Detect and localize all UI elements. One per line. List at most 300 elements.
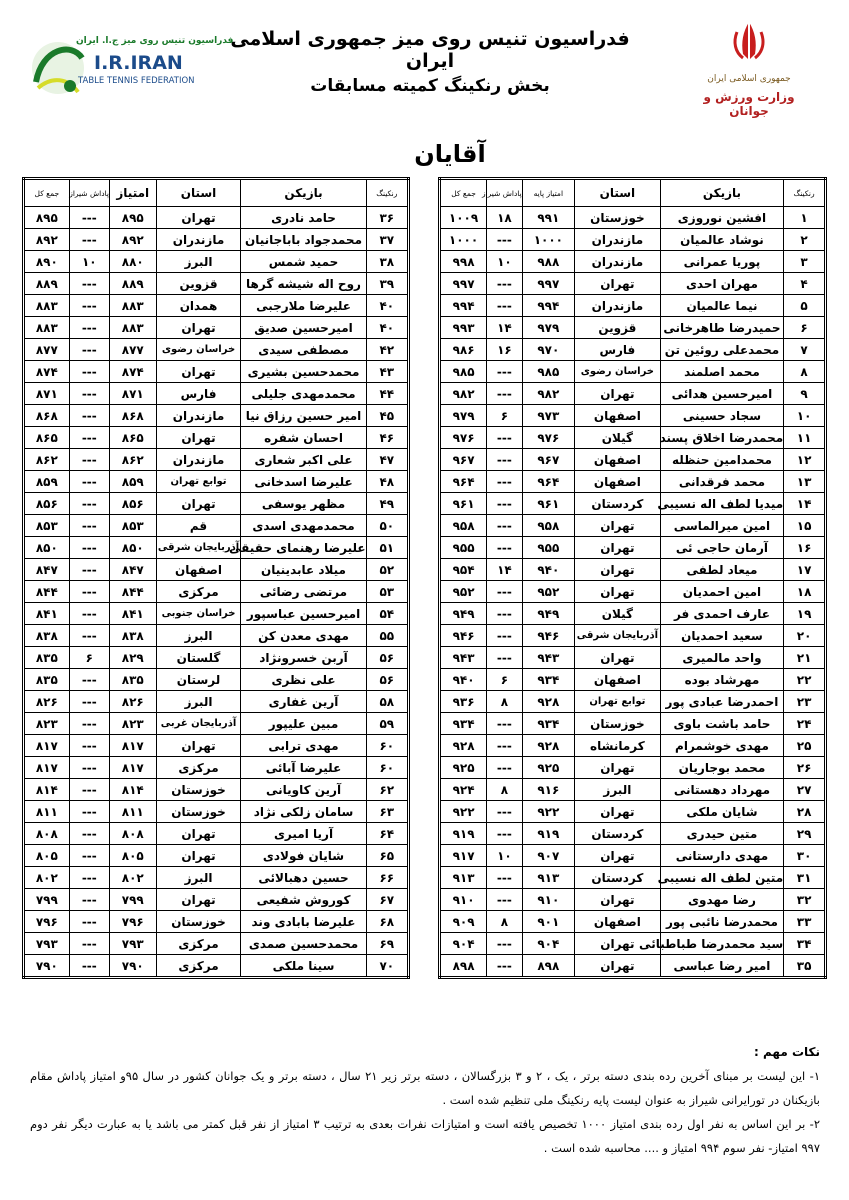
rank-cell: ۴۰ bbox=[366, 295, 408, 317]
rank-cell: ۶ bbox=[784, 317, 826, 339]
table-row bbox=[24, 251, 409, 273]
player-name-cell: محمدجواد باباجانیان bbox=[241, 229, 366, 251]
total-cell: ۸۶۸ bbox=[24, 405, 70, 427]
province-cell: قم bbox=[156, 515, 241, 537]
player-name-cell: علیرضا بابادی وند bbox=[241, 911, 366, 933]
province-cell: اصفهان bbox=[574, 449, 660, 471]
rank-cell: ۵۰ bbox=[366, 515, 408, 537]
player-name-cell: مظهر یوسفی bbox=[241, 493, 366, 515]
total-cell: ۹۸۵ bbox=[440, 361, 487, 383]
player-name-cell: علیرضا ملارجبی bbox=[241, 295, 366, 317]
total-cell: ۸۸۹ bbox=[24, 273, 70, 295]
province-cell: تهران bbox=[156, 207, 241, 229]
rank-cell: ۴۳ bbox=[366, 361, 408, 383]
bonus-cell: --- bbox=[487, 889, 523, 911]
points-cell: ۹۷۹ bbox=[522, 317, 574, 339]
rank-cell: ۴ bbox=[784, 273, 826, 295]
player-name-cell: سجاد حسینی bbox=[660, 405, 783, 427]
table-row bbox=[440, 361, 826, 383]
points-cell: ۹۵۲ bbox=[522, 581, 574, 603]
table-row bbox=[24, 735, 409, 757]
total-cell: ۸۲۶ bbox=[24, 691, 70, 713]
province-cell: تهران bbox=[574, 559, 660, 581]
points-cell: ۹۰۴ bbox=[522, 933, 574, 955]
bonus-cell: --- bbox=[487, 625, 523, 647]
province-cell: تهران bbox=[156, 317, 241, 339]
total-cell: ۸۴۱ bbox=[24, 603, 70, 625]
player-name-cell: آرین کاویانی bbox=[241, 779, 366, 801]
table-row bbox=[440, 273, 826, 295]
bonus-cell: --- bbox=[487, 537, 523, 559]
table-row bbox=[440, 757, 826, 779]
bonus-cell: --- bbox=[69, 537, 109, 559]
points-cell: ۸۴۱ bbox=[109, 603, 156, 625]
province-cell: تهران bbox=[156, 823, 241, 845]
player-name-cell: امیرحسین عباسپور bbox=[241, 603, 366, 625]
table-header-row bbox=[24, 179, 409, 207]
total-cell: ۸۳۵ bbox=[24, 669, 70, 691]
province-cell: مازندران bbox=[156, 229, 241, 251]
rank-cell: ۹ bbox=[784, 383, 826, 405]
province-cell: لرستان bbox=[156, 669, 241, 691]
province-cell: مازندران bbox=[156, 449, 241, 471]
province-cell: مازندران bbox=[574, 251, 660, 273]
province-cell: البرز bbox=[156, 625, 241, 647]
points-cell: ۹۶۷ bbox=[522, 449, 574, 471]
rank-cell: ۵۳ bbox=[366, 581, 408, 603]
points-cell: ۸۸۳ bbox=[109, 317, 156, 339]
total-cell: ۷۹۰ bbox=[24, 955, 70, 978]
bonus-cell: ۸ bbox=[487, 911, 523, 933]
bonus-cell: --- bbox=[487, 581, 523, 603]
bonus-cell: ۱۰ bbox=[487, 251, 523, 273]
table-row bbox=[440, 779, 826, 801]
bonus-cell: ۸ bbox=[487, 779, 523, 801]
bonus-cell: --- bbox=[69, 625, 109, 647]
table-row bbox=[24, 207, 409, 229]
province-cell: قزوین bbox=[574, 317, 660, 339]
page-header bbox=[0, 0, 849, 130]
bonus-cell: --- bbox=[69, 559, 109, 581]
player-name-cell: مصطفی سیدی bbox=[241, 339, 366, 361]
bonus-cell: --- bbox=[487, 427, 523, 449]
total-cell: ۸۵۳ bbox=[24, 515, 70, 537]
province-cell: توابع تهران bbox=[574, 691, 660, 713]
col-player: بازیکن bbox=[241, 179, 366, 207]
player-name-cell: آرمان حاجی ئی bbox=[660, 537, 783, 559]
col-rank: رنکینگ bbox=[784, 179, 826, 207]
player-name-cell: مرتضی رضائی bbox=[241, 581, 366, 603]
bonus-cell: --- bbox=[69, 845, 109, 867]
total-cell: ۸۳۵ bbox=[24, 647, 70, 669]
bonus-cell: --- bbox=[69, 405, 109, 427]
province-cell: توابع تهران bbox=[156, 471, 241, 493]
total-cell: ۹۱۳ bbox=[440, 867, 487, 889]
player-name-cell: محمدمهدی جلیلی bbox=[241, 383, 366, 405]
table-row bbox=[24, 845, 409, 867]
table-row bbox=[440, 229, 826, 251]
rank-cell: ۵۵ bbox=[366, 625, 408, 647]
total-cell: ۸۴۷ bbox=[24, 559, 70, 581]
province-cell: مرکزی bbox=[156, 933, 241, 955]
player-name-cell: علیرضا رهنمای حقیقی bbox=[241, 537, 366, 559]
table-row bbox=[24, 427, 409, 449]
rank-cell: ۳۳ bbox=[784, 911, 826, 933]
total-cell: ۹۹۴ bbox=[440, 295, 487, 317]
province-cell: خوزستان bbox=[156, 801, 241, 823]
points-cell: ۹۴۹ bbox=[522, 603, 574, 625]
rank-cell: ۲۵ bbox=[784, 735, 826, 757]
points-cell: ۸۰۸ bbox=[109, 823, 156, 845]
table-row bbox=[440, 691, 826, 713]
points-cell: ۹۰۱ bbox=[522, 911, 574, 933]
bonus-cell: --- bbox=[487, 867, 523, 889]
points-cell: ۹۴۶ bbox=[522, 625, 574, 647]
province-cell: قزوین bbox=[156, 273, 241, 295]
points-cell: ۸۵۶ bbox=[109, 493, 156, 515]
table-row bbox=[440, 713, 826, 735]
rank-cell: ۶۶ bbox=[366, 867, 408, 889]
province-cell: تهران bbox=[574, 801, 660, 823]
bonus-cell: --- bbox=[487, 383, 523, 405]
table-row bbox=[440, 603, 826, 625]
player-name-cell: احسان شفره bbox=[241, 427, 366, 449]
player-name-cell: نیما عالمیان bbox=[660, 295, 783, 317]
player-name-cell: علیرضا آبائی bbox=[241, 757, 366, 779]
total-cell: ۸۵۹ bbox=[24, 471, 70, 493]
province-cell: تهران bbox=[156, 735, 241, 757]
points-cell: ۸۱۱ bbox=[109, 801, 156, 823]
table-row bbox=[24, 647, 409, 669]
player-name-cell: محمدعلی روئین تن bbox=[660, 339, 783, 361]
points-cell: ۹۱۶ bbox=[522, 779, 574, 801]
table-row bbox=[440, 625, 826, 647]
table-tennis-logo-icon bbox=[28, 38, 88, 100]
table-row bbox=[24, 537, 409, 559]
table-row bbox=[24, 867, 409, 889]
player-name-cell: محمد بوجاریان bbox=[660, 757, 783, 779]
table-row bbox=[440, 559, 826, 581]
col-total: جمع کل bbox=[440, 179, 487, 207]
points-cell: ۸۱۷ bbox=[109, 757, 156, 779]
rank-cell: ۲۱ bbox=[784, 647, 826, 669]
total-cell: ۸۷۷ bbox=[24, 339, 70, 361]
department-title: بخش رنکینگ کمیته مسابقات bbox=[310, 76, 550, 96]
table-row bbox=[24, 229, 409, 251]
total-cell: ۸۸۳ bbox=[24, 295, 70, 317]
bonus-cell: --- bbox=[69, 757, 109, 779]
table-row bbox=[440, 537, 826, 559]
table-row bbox=[440, 383, 826, 405]
total-cell: ۹۱۰ bbox=[440, 889, 487, 911]
total-cell: ۹۲۸ bbox=[440, 735, 487, 757]
points-cell: ۸۴۴ bbox=[109, 581, 156, 603]
province-cell: تهران bbox=[574, 581, 660, 603]
points-cell: ۸۷۱ bbox=[109, 383, 156, 405]
rank-cell: ۳۲ bbox=[784, 889, 826, 911]
province-cell: اصفهان bbox=[574, 405, 660, 427]
total-cell: ۱۰۰۹ bbox=[440, 207, 487, 229]
province-cell: گلستان bbox=[156, 647, 241, 669]
total-cell: ۷۹۹ bbox=[24, 889, 70, 911]
player-name-cell: علی اکبر شعاری bbox=[241, 449, 366, 471]
province-cell: تهران bbox=[574, 845, 660, 867]
table-row bbox=[440, 955, 826, 978]
total-cell: ۹۵۴ bbox=[440, 559, 487, 581]
bonus-cell: --- bbox=[487, 713, 523, 735]
player-name-cell: حامد نادری bbox=[241, 207, 366, 229]
ranking-table-left bbox=[22, 177, 410, 979]
player-name-cell: متین لطف اله نسیبی bbox=[660, 867, 783, 889]
col-shiraz-bonus: پاداش شیراز bbox=[487, 179, 523, 207]
points-cell: ۸۱۷ bbox=[109, 735, 156, 757]
province-cell: اصفهان bbox=[574, 669, 660, 691]
player-name-cell: کوروش شفیعی bbox=[241, 889, 366, 911]
points-cell: ۹۹۷ bbox=[522, 273, 574, 295]
table-row bbox=[24, 317, 409, 339]
points-cell: ۹۴۳ bbox=[522, 647, 574, 669]
table-row bbox=[24, 933, 409, 955]
rank-cell: ۱ bbox=[784, 207, 826, 229]
province-cell: خراسان رضوی bbox=[156, 339, 241, 361]
player-name-cell: آریا امیری bbox=[241, 823, 366, 845]
province-cell: کردستان bbox=[574, 493, 660, 515]
rank-cell: ۶۸ bbox=[366, 911, 408, 933]
province-cell: البرز bbox=[156, 691, 241, 713]
table-row bbox=[24, 383, 409, 405]
total-cell: ۸۲۳ bbox=[24, 713, 70, 735]
rank-cell: ۴۴ bbox=[366, 383, 408, 405]
points-cell: ۸۷۷ bbox=[109, 339, 156, 361]
province-cell: مرکزی bbox=[156, 757, 241, 779]
table-row bbox=[440, 735, 826, 757]
rank-cell: ۱۳ bbox=[784, 471, 826, 493]
player-name-cell: محمدحسین بشیری bbox=[241, 361, 366, 383]
province-cell: کردستان bbox=[574, 823, 660, 845]
player-name-cell: علی نظری bbox=[241, 669, 366, 691]
rank-cell: ۵۴ bbox=[366, 603, 408, 625]
federation-name-fa: فدراسیون تنیس روی میز ج.ا. ایران bbox=[76, 36, 234, 46]
bonus-cell: --- bbox=[69, 581, 109, 603]
points-cell: ۹۲۵ bbox=[522, 757, 574, 779]
total-cell: ۹۶۱ bbox=[440, 493, 487, 515]
total-cell: ۹۸۶ bbox=[440, 339, 487, 361]
bonus-cell: --- bbox=[487, 449, 523, 471]
bonus-cell: --- bbox=[487, 493, 523, 515]
table-row bbox=[24, 471, 409, 493]
note-2: ۲- بر این اساس به نفر اول رده بندی امتیاز ۱۰۰۰ تخصیص یافته است و امتیازات نفرات بعدی به ترتیب ۳ امتیاز از نفر قبل کمتر می باشد یا به عبارت دیگر نفر دوم ۹۹۷ امتیاز- نفر سوم ۹۹۴ امتیاز و .... محاسبه شده است . bbox=[30, 1117, 820, 1155]
player-name-cell: حمیدرضا طاهرخانی bbox=[660, 317, 783, 339]
notes-section bbox=[30, 1040, 820, 1160]
points-cell: ۸۲۹ bbox=[109, 647, 156, 669]
col-base-points: امتیاز پایه bbox=[522, 179, 574, 207]
player-name-cell: متین حیدری bbox=[660, 823, 783, 845]
points-cell: ۷۹۹ bbox=[109, 889, 156, 911]
player-name-cell: حمید شمس bbox=[241, 251, 366, 273]
total-cell: ۸۰۲ bbox=[24, 867, 70, 889]
bonus-cell: --- bbox=[487, 361, 523, 383]
points-cell: ۹۰۷ bbox=[522, 845, 574, 867]
player-name-cell: سینا ملکی bbox=[241, 955, 366, 978]
rank-cell: ۴۵ bbox=[366, 405, 408, 427]
bonus-cell: --- bbox=[487, 229, 523, 251]
points-cell: ۹۸۵ bbox=[522, 361, 574, 383]
bonus-cell: --- bbox=[487, 515, 523, 537]
notes-heading: نکات مهم : bbox=[754, 1045, 820, 1059]
bonus-cell: --- bbox=[69, 295, 109, 317]
table-row bbox=[24, 581, 409, 603]
col-shiraz-bonus: پاداش شیراز bbox=[69, 179, 109, 207]
table-row bbox=[24, 669, 409, 691]
table-row bbox=[440, 317, 826, 339]
points-cell: ۱۰۰۰ bbox=[522, 229, 574, 251]
bonus-cell: --- bbox=[69, 471, 109, 493]
province-cell: اصفهان bbox=[574, 471, 660, 493]
rank-cell: ۳۱ bbox=[784, 867, 826, 889]
points-cell: ۸۴۷ bbox=[109, 559, 156, 581]
province-cell: آذربایجان شرقی bbox=[156, 537, 241, 559]
bonus-cell: --- bbox=[69, 207, 109, 229]
total-cell: ۸۸۳ bbox=[24, 317, 70, 339]
rank-cell: ۱۴ bbox=[784, 493, 826, 515]
total-cell: ۸۷۱ bbox=[24, 383, 70, 405]
player-name-cell: نوشاد عالمیان bbox=[660, 229, 783, 251]
player-name-cell: محمدمهدی اسدی bbox=[241, 515, 366, 537]
ministry-name: وزارت ورزش و جوانان bbox=[703, 90, 795, 118]
player-name-cell: محمد فرقدانی bbox=[660, 471, 783, 493]
table-row bbox=[440, 581, 826, 603]
federation-name-en: TABLE TENNIS FEDERATION bbox=[78, 76, 195, 86]
province-cell: گیلان bbox=[574, 427, 660, 449]
total-cell: ۹۲۲ bbox=[440, 801, 487, 823]
total-cell: ۹۵۸ bbox=[440, 515, 487, 537]
rank-cell: ۱۵ bbox=[784, 515, 826, 537]
total-cell: ۹۴۶ bbox=[440, 625, 487, 647]
bonus-cell: --- bbox=[69, 273, 109, 295]
points-cell: ۷۹۶ bbox=[109, 911, 156, 933]
total-cell: ۹۶۷ bbox=[440, 449, 487, 471]
player-name-cell: رضا مهدوی bbox=[660, 889, 783, 911]
total-cell: ۸۴۴ bbox=[24, 581, 70, 603]
rank-cell: ۷۰ bbox=[366, 955, 408, 978]
province-cell: تهران bbox=[156, 889, 241, 911]
table-row bbox=[24, 779, 409, 801]
total-cell: ۸۶۲ bbox=[24, 449, 70, 471]
bonus-cell: --- bbox=[487, 757, 523, 779]
total-cell: ۹۴۹ bbox=[440, 603, 487, 625]
table-row bbox=[440, 405, 826, 427]
rank-cell: ۵ bbox=[784, 295, 826, 317]
table-row bbox=[440, 449, 826, 471]
bonus-cell: --- bbox=[69, 691, 109, 713]
table-row bbox=[24, 273, 409, 295]
bonus-cell: --- bbox=[487, 647, 523, 669]
table-row bbox=[24, 361, 409, 383]
bonus-cell: --- bbox=[69, 339, 109, 361]
bonus-cell: --- bbox=[69, 449, 109, 471]
bonus-cell: --- bbox=[487, 471, 523, 493]
iran-emblem-icon bbox=[729, 18, 769, 68]
points-cell: ۸۰۵ bbox=[109, 845, 156, 867]
col-player: بازیکن bbox=[660, 179, 783, 207]
province-cell: تهران bbox=[156, 427, 241, 449]
bonus-cell: ۶ bbox=[69, 647, 109, 669]
points-cell: ۹۱۹ bbox=[522, 823, 574, 845]
total-cell: ۸۰۵ bbox=[24, 845, 70, 867]
total-cell: ۸۹۵ bbox=[24, 207, 70, 229]
province-cell: مرکزی bbox=[156, 581, 241, 603]
bonus-cell: --- bbox=[487, 603, 523, 625]
rank-cell: ۴۰ bbox=[366, 317, 408, 339]
province-cell: کردستان bbox=[574, 867, 660, 889]
points-cell: ۸۷۴ bbox=[109, 361, 156, 383]
points-cell: ۹۷۶ bbox=[522, 427, 574, 449]
player-name-cell: روح اله شیشه گرها bbox=[241, 273, 366, 295]
ranking-table-right bbox=[438, 177, 827, 979]
rank-cell: ۶۷ bbox=[366, 889, 408, 911]
points-cell: ۸۰۲ bbox=[109, 867, 156, 889]
player-name-cell: پوریا عمرانی bbox=[660, 251, 783, 273]
bonus-cell: ۱۶ bbox=[487, 339, 523, 361]
points-cell: ۸۹۲ bbox=[109, 229, 156, 251]
points-cell: ۸۶۵ bbox=[109, 427, 156, 449]
province-cell: تهران bbox=[574, 647, 660, 669]
bonus-cell: --- bbox=[487, 295, 523, 317]
bonus-cell: --- bbox=[69, 669, 109, 691]
player-name-cell: میلاد عابدینیان bbox=[241, 559, 366, 581]
total-cell: ۸۱۷ bbox=[24, 757, 70, 779]
rank-cell: ۵۸ bbox=[366, 691, 408, 713]
bonus-cell: --- bbox=[69, 603, 109, 625]
rank-cell: ۳۶ bbox=[366, 207, 408, 229]
player-name-cell: محمد اصلمند bbox=[660, 361, 783, 383]
bonus-cell: --- bbox=[487, 273, 523, 295]
bonus-cell: --- bbox=[487, 933, 523, 955]
total-cell: ۹۳۶ bbox=[440, 691, 487, 713]
rank-cell: ۳۰ bbox=[784, 845, 826, 867]
bonus-cell: --- bbox=[69, 779, 109, 801]
total-cell: ۹۴۰ bbox=[440, 669, 487, 691]
total-cell: ۸۷۴ bbox=[24, 361, 70, 383]
col-total: جمع کل bbox=[24, 179, 70, 207]
total-cell: ۹۳۴ bbox=[440, 713, 487, 735]
points-cell: ۸۲۳ bbox=[109, 713, 156, 735]
province-cell: مازندران bbox=[574, 229, 660, 251]
table-row bbox=[440, 207, 826, 229]
rank-cell: ۴۸ bbox=[366, 471, 408, 493]
province-cell: مازندران bbox=[156, 405, 241, 427]
rank-cell: ۱۲ bbox=[784, 449, 826, 471]
total-cell: ۹۰۴ bbox=[440, 933, 487, 955]
province-cell: اصفهان bbox=[574, 911, 660, 933]
col-points: امتیاز bbox=[109, 179, 156, 207]
player-name-cell: سامان زلکی نژاد bbox=[241, 801, 366, 823]
player-name-cell: امین میرالماسی bbox=[660, 515, 783, 537]
table-row bbox=[440, 493, 826, 515]
total-cell: ۹۷۹ bbox=[440, 405, 487, 427]
federation-name: I.R.IRAN bbox=[94, 52, 183, 74]
province-cell: تهران bbox=[156, 361, 241, 383]
player-name-cell: آرین غفاری bbox=[241, 691, 366, 713]
federation-logo bbox=[20, 30, 234, 100]
table-row bbox=[440, 251, 826, 273]
rank-cell: ۶۲ bbox=[366, 779, 408, 801]
bonus-cell: ۱۴ bbox=[487, 317, 523, 339]
table-row bbox=[440, 801, 826, 823]
points-cell: ۸۸۳ bbox=[109, 295, 156, 317]
section-title: آقایان bbox=[414, 140, 486, 168]
points-cell: ۸۸۹ bbox=[109, 273, 156, 295]
